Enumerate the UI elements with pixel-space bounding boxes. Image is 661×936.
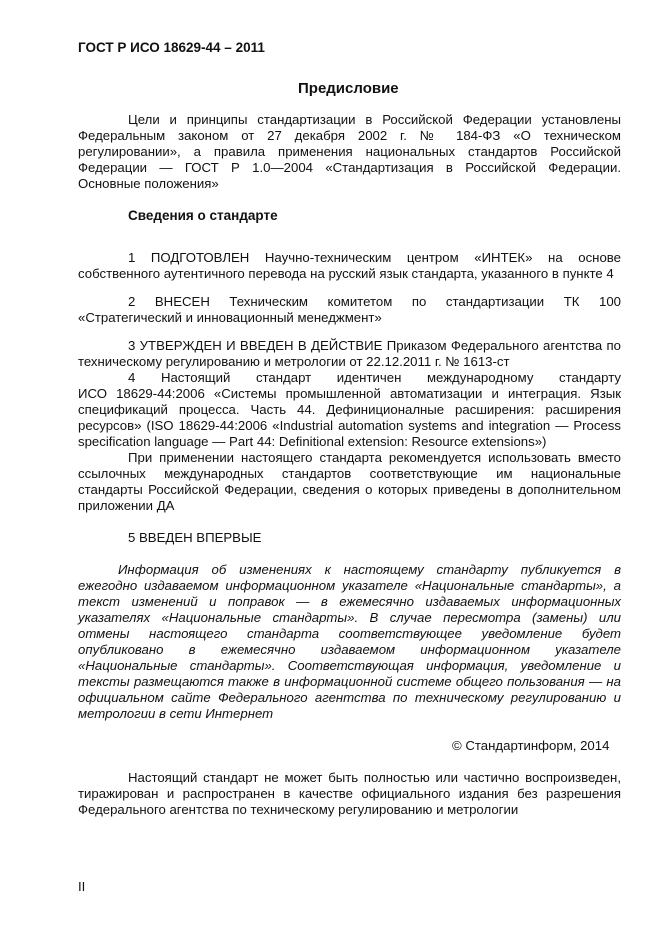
- document-code-header: ГОСТ Р ИСО 18629-44 – 2011: [78, 40, 265, 55]
- item3-line: техническому регулированию и метрологии от 22.12.2011 г. № 1613-ст: [78, 354, 510, 369]
- notice-line: официальном сайте Федерального агентства по техническому регулированию и: [78, 690, 621, 705]
- notice-line: указателях «Национальные стандарты». В случае пересмотра (замены) или: [78, 610, 621, 625]
- preface-line: Основные положения»: [78, 176, 219, 191]
- notice-line: отмены настоящего стандарта соответствующее уведомление будет: [78, 626, 621, 641]
- item4-line: ИСО 18629-44:2006 «Системы промышленной автоматизации и интеграция. Язык: [78, 386, 621, 401]
- item4-line: 4 Настоящий стандарт идентичен международному стандарту: [128, 370, 621, 385]
- item4-note-line: ссылочных международных стандартов соответствующие им национальные: [78, 466, 621, 481]
- copyright: © Стандартинформ, 2014: [452, 738, 610, 753]
- notice-line: опубликовано в ежемесячно издаваемом информационном указателе: [78, 642, 621, 657]
- item4-note-line: стандарты Российской Федерации, сведения о которых приведены в дополнительном: [78, 482, 621, 497]
- notice-line: текст изменений и поправок — в ежемесячно издаваемых информационных: [78, 594, 621, 609]
- standard-info-heading: Сведения о стандарте: [128, 208, 278, 223]
- preface-line: регулировании», а правила применения национальных стандартов Российской: [78, 144, 621, 159]
- item5: 5 ВВЕДЕН ВПЕРВЫЕ: [128, 530, 262, 545]
- item1-line: 1 ПОДГОТОВЛЕН Научно-техническим центром «ИНТЕК» на основе: [128, 250, 621, 265]
- item2-line: 2 ВНЕСЕН Техническим комитетом по стандартизации ТК 100: [128, 294, 621, 309]
- item2-line: «Стратегический и инновационный менеджмент»: [78, 310, 382, 325]
- item4-line: specification language — Part 44: Definitional extension: Resource extensions»): [78, 434, 547, 449]
- item3-line: 3 УТВЕРЖДЕН И ВВЕДЕН В ДЕЙСТВИЕ Приказом Федерального агентства по: [128, 338, 621, 353]
- page-number: II: [78, 879, 86, 894]
- item4-line: спецификаций процесса. Часть 44. Дефиниционалные расширения: расширения: [78, 402, 621, 417]
- reproduction-line: Федерального агентства по техническому регулированию и метрологии: [78, 802, 519, 817]
- reproduction-line: тиражирован и распространен в качестве официального издания без разрешения: [78, 786, 621, 801]
- preface-line: Цели и принципы стандартизации в Российской Федерации установлены: [128, 112, 621, 127]
- notice-line: ежегодно издаваемом информационном указателе «Национальные стандарты», а: [78, 578, 621, 593]
- notice-line: метрологии в сети Интернет: [78, 706, 274, 721]
- preface-line: Федерации — ГОСТ Р 1.0—2004 «Стандартизация в Российской Федерации.: [78, 160, 621, 175]
- item1-line: собственного аутентичного перевода на русский язык стандарта, указанного в пункте 4: [78, 266, 614, 281]
- item4-line: ресурсов» (ISO 18629-44:2006 «Industrial automation systems and integration — Process: [78, 418, 621, 433]
- item4-note-line: приложении ДА: [78, 498, 175, 513]
- notice-line: «Национальные стандарты». Соответствующая информация, уведомление и: [78, 658, 621, 673]
- notice-line: тексты размещаются также в информационной системе общего пользования — на: [78, 674, 621, 689]
- reproduction-line: Настоящий стандарт не может быть полностью или частично воспроизведен,: [128, 770, 621, 785]
- preface-title: Предисловие: [298, 80, 399, 97]
- notice-line: Информация об изменениях к настоящему стандарту публикуется в: [118, 562, 621, 577]
- preface-line: Федеральным законом от 27 декабря 2002 г. № 184-ФЗ «О техническом: [78, 128, 621, 143]
- item4-note-line: При применении настоящего стандарта рекомендуется использовать вместо: [128, 450, 621, 465]
